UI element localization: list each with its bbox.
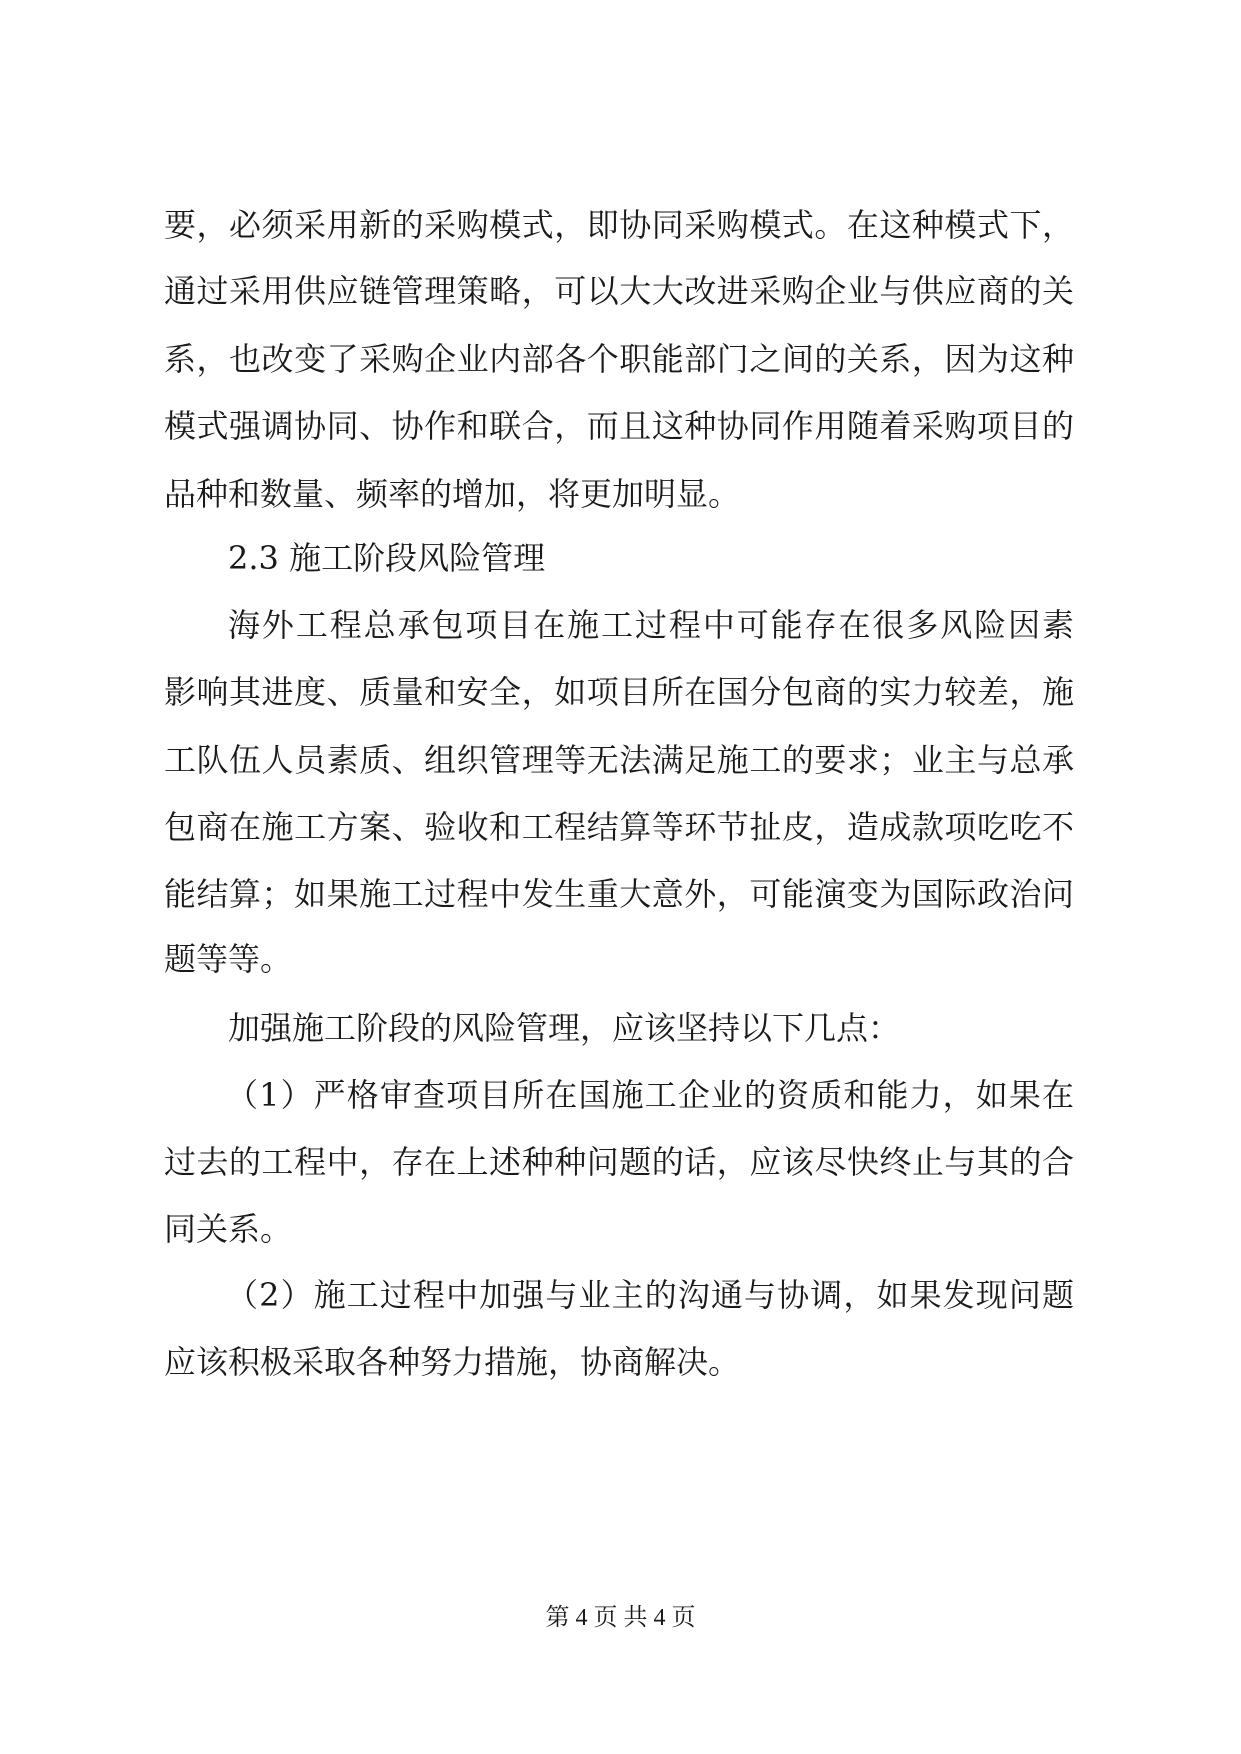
body-text-line: 能结算；如果施工过程中发生重大意外，可能演变为国际政治问: [164, 875, 1074, 913]
list-item-line: 同关系。: [164, 1210, 293, 1248]
list-item-line: （1）严格审查项目所在国施工企业的资质和能力，如果在: [226, 1076, 1074, 1114]
list-item-line: 应该积极采取各种努力措施，协商解决。: [164, 1343, 741, 1381]
body-text-line: 品种和数量、频率的增加，将更加明显。: [164, 475, 741, 513]
page-number-footer: 第 4 页 共 4 页: [545, 1605, 696, 1631]
body-text-line: 题等等。: [164, 940, 293, 978]
section-heading: 2.3 施工阶段风险管理: [228, 539, 546, 577]
list-item-line: （2）施工过程中加强与业主的沟通与协调，如果发现问题: [226, 1276, 1074, 1314]
body-text-line: 要，必须采用新的采购模式，即协同采购模式。在这种模式下，: [164, 206, 1074, 244]
body-text-line: 模式强调协同、协作和联合，而且这种协同作用随着采购项目的: [164, 407, 1074, 445]
body-text-line: 加强施工阶段的风险管理，应该坚持以下几点：: [228, 1009, 901, 1047]
list-item-line: 过去的工程中，存在上述种种问题的话，应该尽快终止与其的合: [164, 1143, 1074, 1181]
body-text-line: 系，也改变了采购企业内部各个职能部门之间的关系，因为这种: [164, 340, 1074, 378]
body-text-line: 包商在施工方案、验收和工程结算等环节扯皮，造成款项吃吃不: [164, 808, 1074, 846]
body-text-line: 通过采用供应链管理策略，可以大大改进采购企业与供应商的关: [164, 272, 1074, 310]
body-text-line: 海外工程总承包项目在施工过程中可能存在很多风险因素: [228, 606, 1074, 644]
body-text-line: 工队伍人员素质、组织管理等无法满足施工的要求；业主与总承: [164, 741, 1074, 779]
body-text-line: 影响其进度、质量和安全，如项目所在国分包商的实力较差，施: [164, 673, 1074, 711]
